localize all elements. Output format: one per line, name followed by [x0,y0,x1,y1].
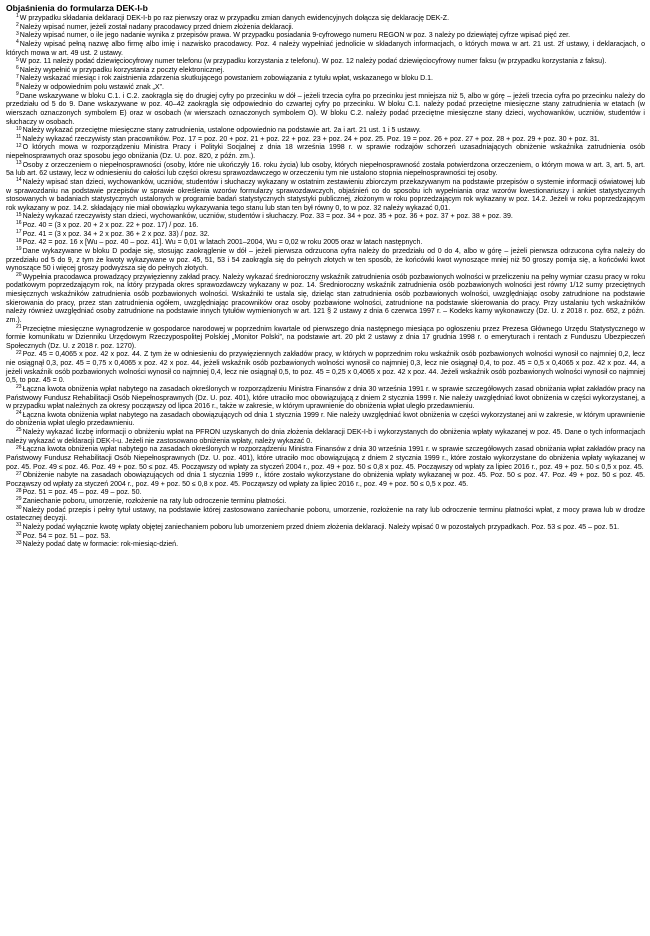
footnote-text: Łączna kwota obniżenia wpłat nabytego na zasadach określonych w rozporządzeniu Ministra Finansów z dnia 30 września 1991 r. w sprawie szczegółowych zasad obniżania wpłat zakładów pracy na Państwowy Fundusz Rehabilitacji Osób Niepełnosprawnych (Dz. U. poz. 401), które utraciło moc obowiązującą z dniem 2 stycznia 1999 r., które zostało wykorzystane do obniżenia wpłaty wykazanej w poz. 45. Poz. 49 ≤ poz. 46. Poz. 49 + poz. 50 ≤ poz. 45. Począwszy od wpłaty za styczeń 2004 r., poz. 49 + poz. 50 ≤ 0,8 x poz. 45. Począwszy od wpłaty za lipiec 2016 r., poz. 49 + poz. 50 ≤ 0,5 x poz. 45. [6,446,645,471]
footnote-number: 15 [16,211,22,218]
footnote-text: Należy podać przepis i pełny tytuł ustawy, na podstawie której zastosowano zaniechanie poboru, umorzenie, rozłożenie na raty lub odroczenie terminu płatności wpłat, z mocy prawa lub w drodze ostatecznej decyzji. [6,506,645,523]
footnote-number: 8 [16,82,19,89]
footnote-13 [6,162,645,179]
footnote-text: Należy wykazać przeciętne miesięczne stany zatrudnienia, ustalone odpowiednio na podstawie art. 2a i art. 21 ust. 1 i 5 ustawy. [22,127,421,135]
footnote-10 [6,127,645,136]
footnote-8 [6,84,645,93]
footnote-number: 13 [16,160,22,167]
footnote-32 [6,530,645,542]
footnote-text: Łączna kwota obniżenia wpłat nabytego na zasadach obowiązujących od dnia 1 stycznia 1999 r. Nie należy uwzględniać kwot obniżenia w części wykorzystanej ani w zakresie, w którym uprawnienie do obniżenia wpłat uległo przedawnieniu. [6,411,645,428]
footnote-number: 22 [16,349,22,356]
footnote-text: Należy podać datę w formacie: rok-miesiąc-dzień. [22,541,179,549]
footnote-28 [6,489,645,498]
footnote-20 [6,274,645,326]
footnote-number: 31 [16,522,22,529]
footnote-30 [6,507,645,524]
footnote-text: W poz. 11 należy podać dziewięciocyfrowy numer telefonu (w przypadku korzystania z telefonu). W poz. 12 należy podać dziewięciocyfrowy numer faksu (w przypadku korzystania z faksu). [19,58,607,66]
footnote-number: 28 [16,487,22,494]
footnote-text: Zaniechanie poboru, umorzenie, rozłożenie na raty lub odroczenie terminu płatności. [22,498,287,505]
footnote-15 [6,213,645,222]
footnote-2 [6,24,645,33]
footnote-text: Poz. 45 = 0,4065 x poz. 42 x poz. 44. Z tym że w odniesieniu do przywięziennych zakładów pracy, w których w poprzednim roku wskaźnik osób pozbawionych wolności wynosił co najmniej 0,2, lecz nie osiągnął 0,3, poz. 45 = 0,75 x 0,4065 x poz. 42 x poz. 44, jeżeli wskaźnik osób pozbawionych wolności wynosił co najmniej 0,3, lecz nie osiągnął 0,4, to poz. 45 = 0,5 x 0,4065 x poz. 42 x poz. 44, a jeżeli wskaźnik osób pozbawionych wolności wynosił co najmniej 0,4, lecz nie osiągnął 0,5, to poz. 45 = 0,25 x 0,4065 x poz. 42 x poz. 44. Jeżeli wskaźnik osób pozbawionych wolności wynosił co najmniej 0,5, to poz. 45 = 0. [6,351,645,385]
footnote-number: 18 [16,237,22,244]
footnote-text: Łączna kwota obniżenia wpłat nabytego na zasadach określonych w rozporządzeniu Ministra Finansów z dnia 30 września 1991 r. w sprawie szczegółowych zasad obniżania wpłat zakładów pracy na Państwowy Fundusz Rehabilitacji Osób Niepełnosprawnych (Dz. U. poz. 401), które utraciło moc obowiązującą z dniem 2 stycznia 1999 r. Nie należy uwzględniać kwot obniżenia w części wykorzystanej, a w przypadku wpłat należnych za okresy począwszy od lipca 2016 r., także w zakresie, w którym uprawnienie do obniżenia wpłat uległo przedawnieniu. [6,385,645,411]
footnote-text: Należy wykazać rzeczywisty stan pracowników. Poz. 17 = poz. 20 + poz. 21 + poz. 22 + poz. 23 + poz. 24 + poz. 25. Poz. 19 = poz. 26 + poz. 27 + poz. 28 + poz. 29 + poz. 30 + poz. 31. [22,135,600,143]
footnote-text: Należy wpisać numer, jeżeli został nadany pracodawcy przed dniem złożenia deklaracji. [19,23,294,31]
footnote-number: 5 [16,56,19,63]
footnote-number: 26 [16,444,22,451]
footnote-number: 3 [16,30,19,37]
footnote-text: Należy w odpowiednim polu wstawić znak „X”. [19,84,164,91]
footnote-14 [6,179,645,214]
footnote-text: Obniżenie nabyte na zasadach obowiązujących od dnia 1 stycznia 1999 r., które zostało wykorzystane do obniżenia wpłaty wykazanej w poz. 45. Poz. 50 ≤ poz. 47. Poz. 49 + poz. 50 ≤ poz. 45. Począwszy od wpłaty za styczeń 2004 r., poz. 49 + poz. 50 ≤ 0,8 x poz. 45. Począwszy od wpłaty za lipiec 2016 r., poz. 49 + poz. 50 ≤ 0,5 x poz. 45. [6,472,645,488]
footnote-23 [6,386,645,412]
footnote-27 [6,472,645,489]
footnote-24 [6,412,645,429]
footnote-text: Należy podać wyłącznie kwotę wpłaty objętej zaniechaniem poboru lub umorzeniem przed dniem złożenia deklaracji. Należy wpisać 0 w pozostałych przypadkach. Poz. 53 ≤ poz. 45 – poz. 51. [22,523,620,531]
footnote-4 [6,41,645,58]
footnote-29 [6,498,645,507]
footnote-16 [6,222,645,231]
footnotes-list [6,15,645,550]
footnote-number: 12 [16,142,22,149]
footnote-19 [6,248,645,274]
footnote-25 [6,429,645,446]
footnote-number: 4 [16,39,19,46]
footnote-number: 17 [16,229,22,236]
footnote-number: 16 [16,220,22,227]
footnote-text: Poz. 41 = (3 x poz. 34 + 2 x poz. 36 + 2 x poz. 33) / poz. 32. [22,230,210,238]
document-title: Objaśnienia do formularza DEK-I-b [6,3,148,13]
footnote-text: Należy wpisać stan dzieci, wychowanków, uczniów, studentów i słuchaczy wykazany w ostatnim zestawieniu zbiorczym przekazywanym na podstawie przepisów o systemie informacji oświatowej lub w sprawozdaniu na podstawie przepisów w sprawie określenia wzorów formularzy sprawozdawczych, objaśnień co do sposobu ich wypełniania oraz wzorów kwestionariuszy i ankiet statystycznych stosowanych w badaniach statystycznych ustalonych w programie badań statystycznych statystyki publicznej, złożonym w roku poprzedzającym rok wykazany w poz. 14.2. Jeżeli w roku poprzedzającym rok wykazany w poz. 14.2. składający nie miał obowiązku wykazywania tego stanu lub stan ten był równy 0, to w poz. 32 należy wykazać 0,01. [6,178,645,212]
footnote-number: 32 [16,530,22,537]
footnote-number: 21 [16,323,22,330]
footnote-33 [6,541,645,550]
footnote-number: 27 [16,470,22,477]
footnote-text: Przeciętne miesięczne wynagrodzenie w gospodarce narodowej w poprzednim kwartale od pierwszego dnia następnego miesiąca po ogłoszeniu przez Prezesa Głównego Urzędu Statystycznego w formie komunikatu w Dzienniku Urzędowym Rzeczypospolitej Polskiej „Monitor Polski”, na podstawie art. 20 pkt 2 ustawy z dnia 17 grudnia 1998 r. o emeryturach i rentach z Funduszu Ubezpieczeń Społecznych (Dz. U. z 2018 r. poz. 1270). [6,325,645,350]
footnote-text: Należy wpisać numer, o ile jego nadanie wynika z przepisów prawa. W przypadku posiadania 9-cyfrowego numeru REGON w poz. 3 należy po dziewiątej cyfrze wpisać pięć zer. [19,32,571,40]
footnote-text: Należy wykazać liczbę informacji o obniżeniu wpłat na PFRON uzyskanych do dnia złożenia deklaracji DEK-I-b i wykorzystanych do obniżenia wpłaty wykazanej w poz. 45. Dane o tych informacjach należy wykazać w deklaracji DEK-I-u. Jeżeli nie zastosowano obniżenia wpłaty, należy wykazać 0. [6,429,645,445]
footnote-number: 11 [16,134,22,141]
footnote-22 [6,351,645,386]
footnote-number: 6 [16,65,19,72]
footnote-number: 10 [16,125,22,132]
footnote-number: 24 [16,410,22,417]
footnote-text: Osoby z orzeczeniem o niepełnosprawności (osoby, które nie ukończyły 16. roku życia) lub osoby, których niepełnosprawność została potwierdzona orzeczeniem, o którym mowa w art. 3, art. 5, art. 5a lub art. 62 ustawy, lecz w odniesieniu do całości lub części okresu sprawozdawczego w orzeczeniu tym nie ustalono stopnia niepełnosprawności tej osoby. [6,161,645,178]
footnote-9 [6,93,645,128]
footnote-text: Poz. 54 = poz. 51 – poz. 53. [22,532,111,540]
footnote-text: Należy wykazać rzeczywisty stan dzieci, wychowanków, uczniów, studentów i słuchaczy. Poz. 33 = poz. 34 + poz. 35 + poz. 36 + poz. 37 + poz. 38 + poz. 39. [22,213,513,221]
footnote-26 [6,446,645,472]
footnote-number: 29 [16,496,22,503]
footnote-number: 1 [16,13,19,20]
footnote-18 [6,239,645,248]
footnote-number: 30 [16,505,22,512]
footnote-5 [6,58,645,67]
footnote-number: 9 [16,91,19,98]
footnote-31 [6,524,645,533]
footnote-1 [6,15,645,24]
footnote-text: Dane wykazywane w bloku D podaje się, stosując zaokrąglenie w dół – jeżeli pierwsza odrzucona cyfra należy do przedziału od 0 do 4, albo w górę – jeżeli pierwsza odrzucona cyfra należy do przedziału od 5 do 9, z tym że kwoty wykazywane w poz. 45, 51, 53 i 54 zaokrągla się do pełnych złotych w ten sposób, że końcówki kwot wynoszące mniej niż 50 groszy pomija się, a końcówki kwot wynoszące 50 i więcej groszy podwyższa się do pełnych złotych. [6,247,645,273]
footnote-number: 7 [16,73,19,80]
footnote-text: Dane wskazywane w bloku C.1. i C.2. zaokrągla się do drugiej cyfry po przecinku w dół – jeżeli trzecia cyfra po przecinku jest mniejsza niż 5, albo w górę – jeżeli trzecia cyfra po przecinku należy do przedziału od 5 do 9. Dane wskazywane w poz. 40–42 zaokrągla się odpowiednio do czwartej cyfry po przecinku. W bloku C.1. należy podać przeciętne miesięczne stany zatrudnienia w etatach (w wierszach oznaczonych symbolem E) oraz w osobach (w wierszach oznaczonych symbolem O). W bloku C.2. należy podać przeciętne miesięczne stany dzieci, wychowanków, uczniów, studentów i słuchaczy w osobach. [6,92,645,126]
footnote-7 [6,75,645,84]
footnote-text: Poz. 51 = poz. 45 – poz. 49 – poz. 50. [22,489,142,497]
footnote-text: Poz. 42 = poz. 16 x [Wu – poz. 40 – poz. 41]. Wu = 0,01 w latach 2001–2004, Wu = 0,02 w roku 2005 oraz w latach następnych. [22,239,423,247]
footnote-21 [6,323,645,352]
footnote-text: Należy wskazać miesiąc i rok zaistnienia zdarzenia skutkującego powstaniem zobowiązania z tytułu wpłat, wskazanego w bloku D.1. [19,75,434,83]
footnote-number: 25 [16,427,22,434]
footnote-3 [6,32,645,41]
footnote-number: 19 [16,246,22,253]
footnote-text: Należy wpisać pełną nazwę albo firmę albo imię i nazwisko pracodawcy. Poz. 4 należy wypełniać jednolicie w składanych informacjach, o których mowa w art. 21 ust. 2f ustawy, i deklaracjach, o których mowa w art. 49 ust. 2 ustawy. [6,40,645,57]
footnote-12 [6,144,645,161]
footnote-number: 2 [16,22,19,29]
footnote-number: 23 [16,384,22,391]
footnote-text: W przypadku składania deklaracji DEK-I-b po raz pierwszy oraz w przypadku zmian danych ewidencyjnych dołącza się deklarację DEK-Z. [19,15,450,22]
footnote-text: O których mowa w rozporządzeniu Ministra Pracy i Polityki Socjalnej z dnia 18 września 1998 r. w sprawie rodzajów schorzeń uzasadniających obniżenie wskaźnika zatrudnienia osób niepełnosprawnych oraz sposobu jego obniżania (Dz. U. poz. 820, z późn. zm.). [6,144,645,160]
footnote-text: Wypełnia pracodawca prowadzący przywięzienny zakład pracy. Należy wykazać średnioroczny wskaźnik zatrudnienia osób pozbawionych wolności w przeliczeniu na pełny wymiar czasu pracy w roku podatkowym poprzedzającym rok, na który przypada okres sprawozdawczy wykazany w poz. 14. Średnioroczny wskaźnik zatrudnienia osób pozbawionych wolności jest równy 1/12 sumy przeciętnych miesięcznych wskaźników zatrudnienia osób pozbawionych wolności. Wskaźniki te ustala się, dzieląc stan zatrudnienia osób pozbawionych wolności, uwzględniając osoby zatrudnione na podstawie skierowania do pracy, przez stan zatrudnienia ogółem, uwzględniając pracowników oraz osoby pozbawione wolności, zatrudnione na podstawie skierowania do pracy. Przy ustalaniu tych wskaźników należy również uwzględniać osoby zatrudnione na podstawie innych tytułów wymienionych w art. 121 § 2 ustawy z dnia 6 czerwca 1997 r. – Kodeks karny wykonawczy (Dz. U. z 2018 r. poz. 652, z późn. zm.). [6,273,645,324]
footnote-17 [6,231,645,240]
footnote-number: 20 [16,272,22,279]
footnote-number: 14 [16,177,22,184]
footnote-number: 33 [16,539,22,546]
footnote-text: Poz. 40 = (3 x poz. 20 + 2 x poz. 22 + poz. 17) / poz. 16. [22,222,199,229]
footnote-text: Należy wypełnić w przypadku korzystania z poczty elektronicznej. [19,66,225,74]
